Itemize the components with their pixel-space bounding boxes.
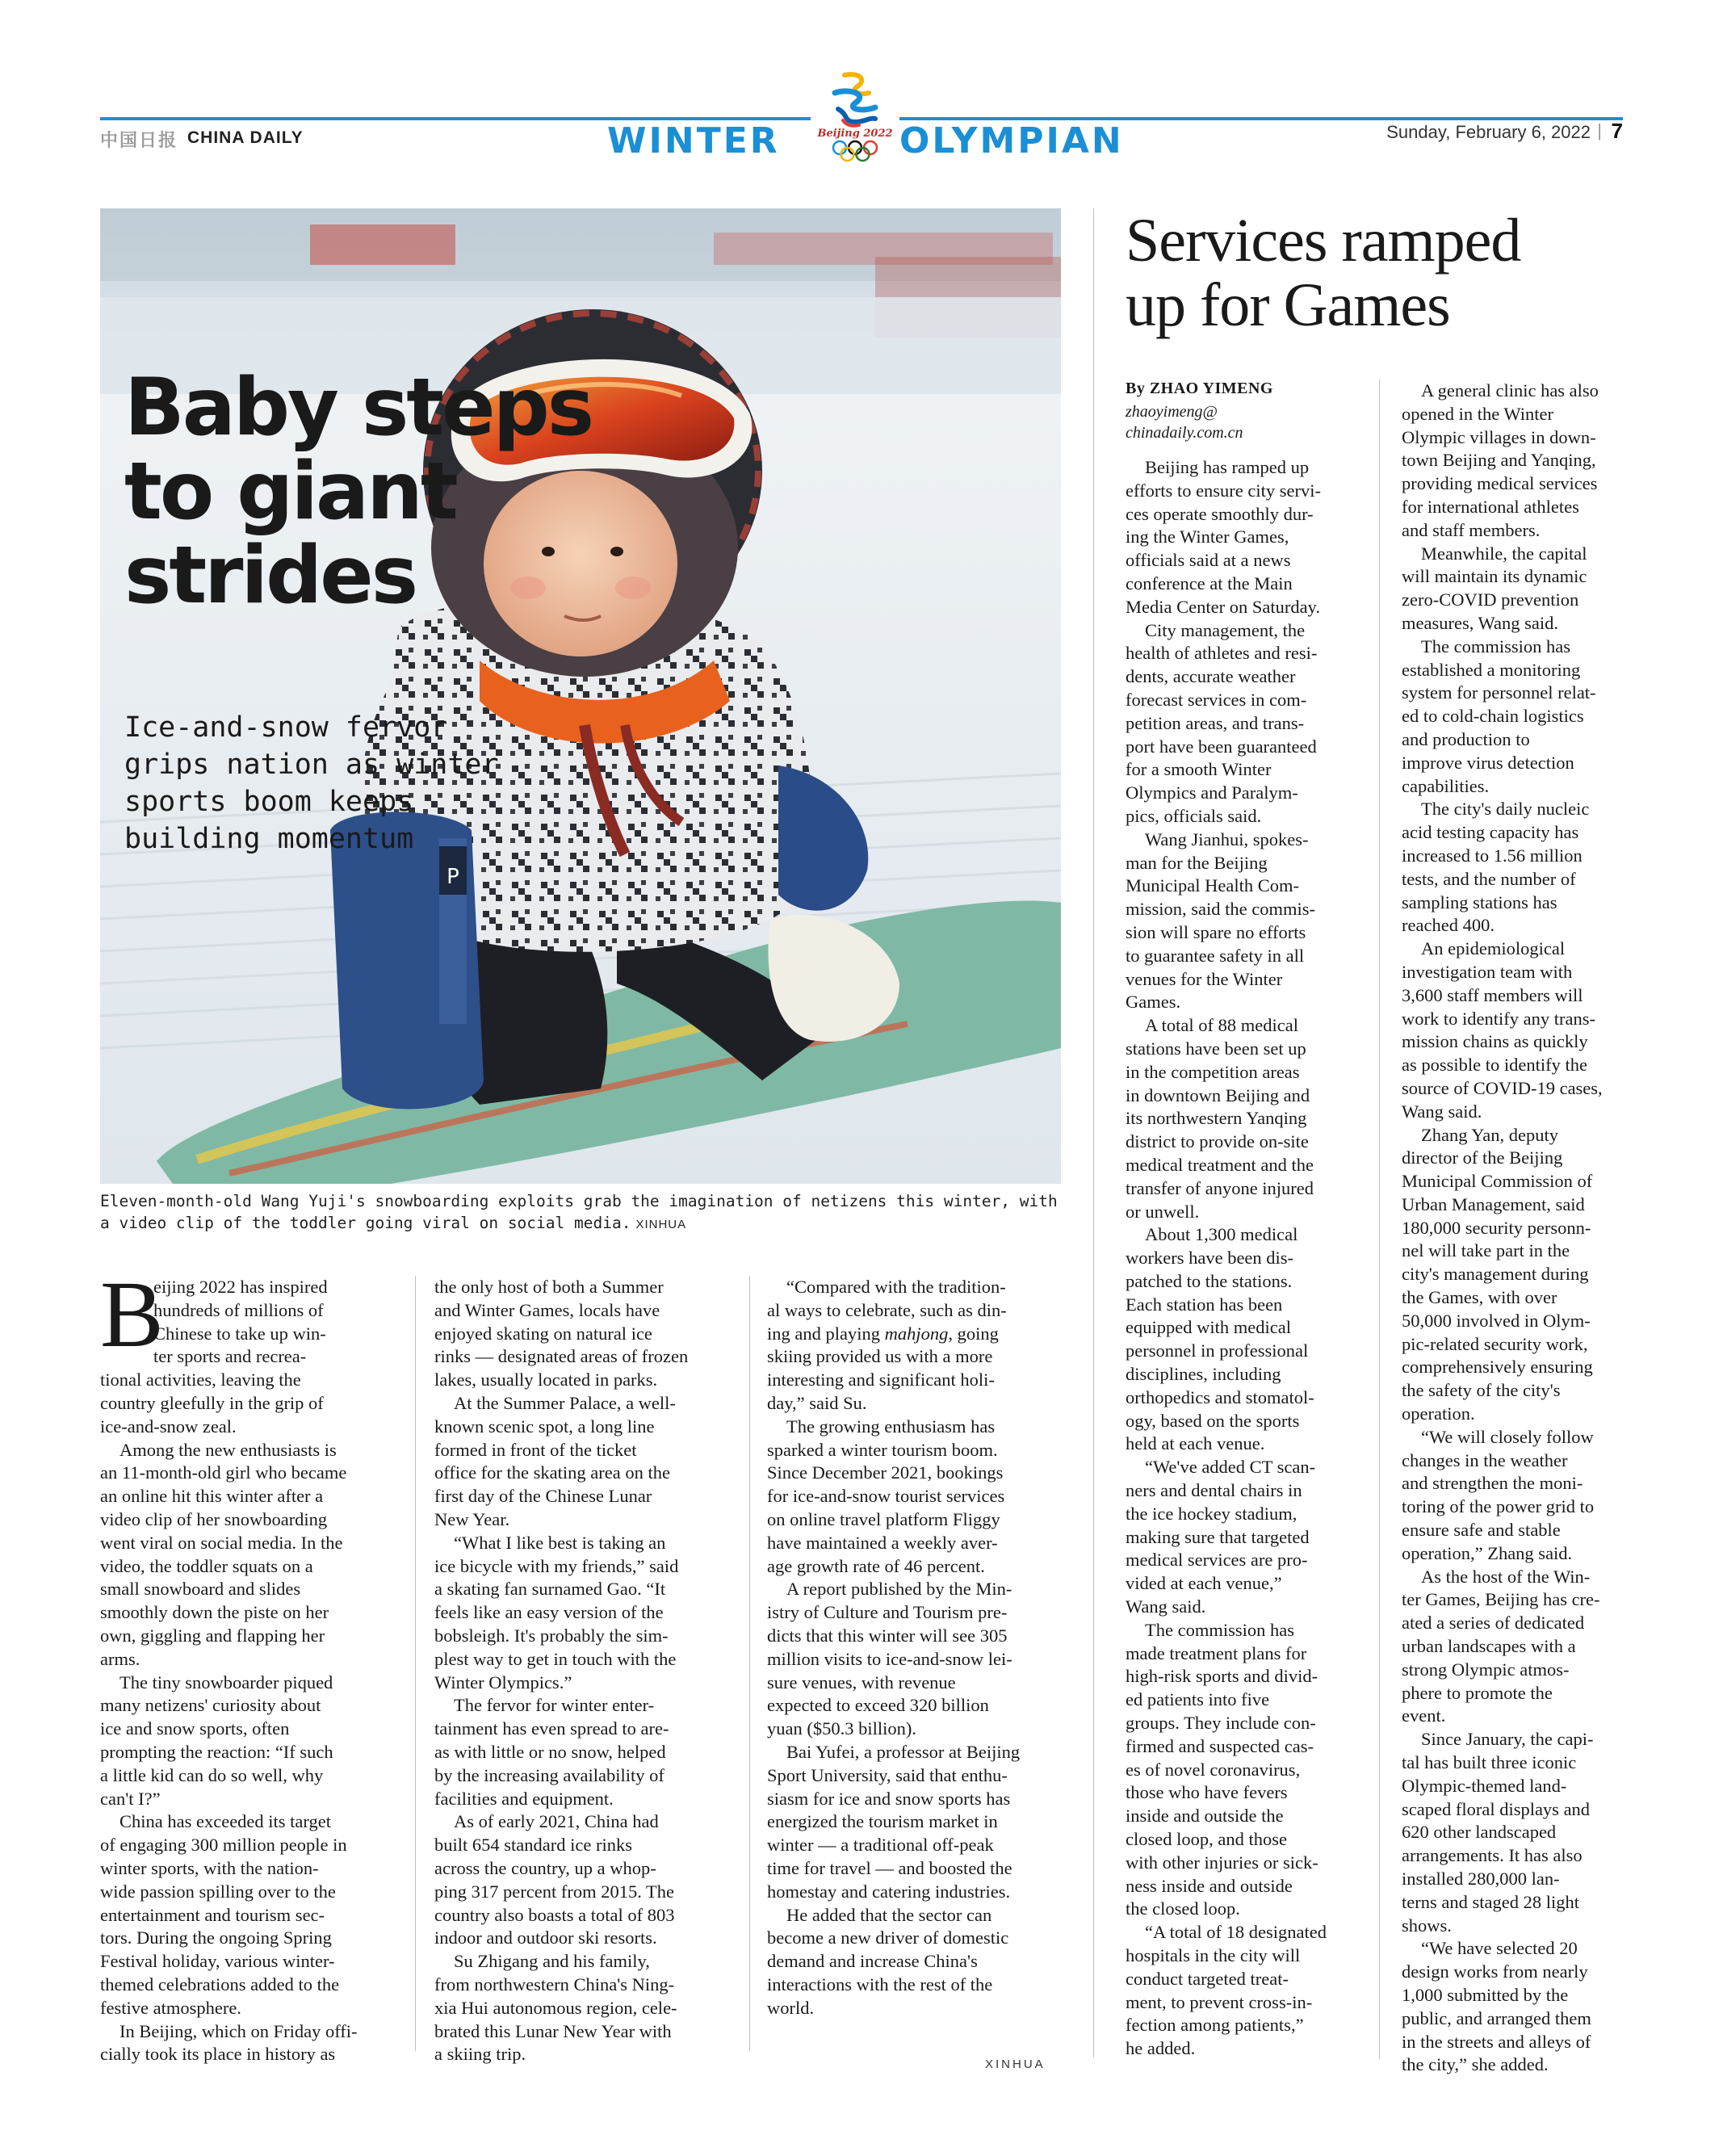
text-line: formed in front of the ticket bbox=[434, 1439, 637, 1460]
masthead bbox=[100, 109, 1623, 167]
toddler-snowboard-illustration bbox=[100, 208, 1061, 1184]
subhead-line: grips nation as winter bbox=[124, 749, 499, 781]
column-divider bbox=[415, 1276, 416, 2051]
text-line: es of novel coronavirus, bbox=[1126, 1759, 1301, 1780]
text-line: tainment has even spread to are- bbox=[434, 1718, 669, 1739]
text-line: transfer of anyone injured bbox=[1126, 1177, 1314, 1198]
text-line: Su Zhigang and his family, bbox=[454, 1951, 650, 1972]
text-line: Since January, the capi- bbox=[1421, 1729, 1594, 1750]
text-line: of engaging 300 million people in bbox=[100, 1835, 347, 1856]
text-line: system for personnel relat- bbox=[1402, 682, 1596, 703]
text-line: ed to cold-chain logistics bbox=[1402, 706, 1584, 727]
column-body bbox=[100, 1369, 396, 2066]
text-line: An epidemiological bbox=[1421, 938, 1566, 959]
text-line: Olympics and Paralym- bbox=[1126, 782, 1298, 803]
caption-text: Eleven-month-old Wang Yuji's snowboarding exploits grab the imagination of netizens this winter, with a video clip of the toddler going viral on social media. bbox=[100, 1192, 1058, 1232]
text-line: zero-COVID prevention bbox=[1402, 589, 1579, 610]
text-line: xia Hui autonomous region, cele- bbox=[434, 1997, 677, 2018]
text-line: in the streets and alleys of bbox=[1402, 2031, 1591, 2052]
text-line: sampling stations has bbox=[1402, 891, 1557, 912]
text-line: as possible to identify the bbox=[1402, 1055, 1587, 1076]
text-line: world. bbox=[767, 1997, 815, 2018]
text-line: a little kid can do so well, why bbox=[100, 1764, 324, 1785]
text-line: The fervor for winter enter- bbox=[454, 1695, 655, 1716]
text-line: the ice hockey stadium, bbox=[1126, 1503, 1297, 1524]
text-line: work to identify any trans- bbox=[1402, 1008, 1595, 1029]
text-line: public, and arranged them bbox=[1402, 2007, 1591, 2028]
column-divider bbox=[749, 1276, 750, 2051]
byline-email: chinadaily.com.cn bbox=[1126, 424, 1243, 442]
text-line: reached 400. bbox=[1402, 915, 1495, 936]
text-line: Wang Jianhui, spokes- bbox=[1145, 828, 1309, 849]
text-line: indoor and outdoor ski resorts. bbox=[434, 1927, 657, 1948]
text-line: themed celebrations added to the bbox=[100, 1974, 340, 1995]
text-line: tional activities, leaving the bbox=[100, 1370, 301, 1390]
text-line: Winter Olympics.” bbox=[434, 1672, 572, 1693]
text-line: rinks — designated areas of frozen bbox=[434, 1346, 689, 1367]
headline-line: to giant bbox=[124, 446, 456, 538]
text-line: Municipal Commission of bbox=[1402, 1171, 1593, 1192]
text-line: million visits to ice-and-snow lei- bbox=[767, 1648, 1012, 1669]
text-line: ment, to prevent cross-in- bbox=[1126, 1991, 1313, 2012]
text-line: bobsleigh. It's probably the sim- bbox=[434, 1625, 669, 1646]
text-line: ners and dental chairs in bbox=[1126, 1480, 1302, 1501]
subhead-line: Ice-and-snow fervor bbox=[124, 711, 448, 744]
text-line: and production to bbox=[1402, 728, 1530, 749]
text-line: “A total of 18 designated bbox=[1145, 1922, 1327, 1943]
lead-column-2 bbox=[434, 1276, 730, 2066]
text-line: tors. During the ongoing Spring bbox=[100, 1927, 332, 1948]
text-line: for ice-and-snow tourist services bbox=[767, 1486, 1005, 1507]
text-line: interactions with the rest of the bbox=[767, 1974, 993, 1995]
caption-credit: XINHUA bbox=[635, 1218, 687, 1231]
text-line: “We will closely follow bbox=[1421, 1426, 1594, 1447]
lead-column-3 bbox=[767, 1276, 1063, 2020]
text-line: China has exceeded its target bbox=[119, 1811, 331, 1832]
text-line: time for travel — and boosted the bbox=[767, 1857, 1012, 1878]
text-line: skiing provided us with a more bbox=[767, 1346, 993, 1367]
text-line: many netizens' curiosity about bbox=[100, 1695, 321, 1716]
text-line: sure venues, with revenue bbox=[767, 1672, 956, 1693]
text-line: making sure that targeted bbox=[1126, 1526, 1310, 1547]
text-line: held at each venue. bbox=[1126, 1433, 1265, 1454]
text-line: personnel in professional bbox=[1126, 1340, 1309, 1361]
text-line: can't I?” bbox=[100, 1788, 161, 1809]
text-line: Chinese to take up win- bbox=[153, 1323, 326, 1344]
text-line: design works from nearly bbox=[1402, 1961, 1588, 1982]
lead-headline bbox=[124, 362, 593, 622]
text-line: al ways to celebrate, such as din- bbox=[767, 1299, 1007, 1320]
text-line: medical services are pro- bbox=[1126, 1550, 1308, 1571]
text-line: expected to exceed 320 billion bbox=[767, 1695, 989, 1716]
text-line: mission chains as quickly bbox=[1402, 1031, 1588, 1052]
text-line: and Winter Games, locals have bbox=[434, 1299, 660, 1320]
text-line: Since December 2021, bookings bbox=[767, 1462, 1004, 1483]
text-line: and staff members. bbox=[1402, 519, 1541, 540]
text-line: town Beijing and Yanqing, bbox=[1402, 450, 1596, 471]
text-line: A total of 88 medical bbox=[1145, 1015, 1298, 1036]
text-line: will maintain its dynamic bbox=[1402, 566, 1587, 587]
text-line: made treatment plans for bbox=[1126, 1642, 1307, 1663]
lead-photo bbox=[100, 208, 1061, 1184]
text-line: In Beijing, which on Friday offi- bbox=[119, 2020, 358, 2041]
text-line: small snowboard and slides bbox=[100, 1579, 301, 1600]
text-line: operation. bbox=[1402, 1403, 1475, 1424]
text-line: efforts to ensure city servi- bbox=[1126, 480, 1322, 501]
text-line: Olympic villages in down- bbox=[1402, 426, 1596, 447]
text-line: The commission has bbox=[1421, 635, 1570, 656]
text-line: terns and staged 28 light bbox=[1402, 1891, 1579, 1912]
text-line: The growing enthusiasm has bbox=[786, 1416, 996, 1437]
beijing-2022-emblem-icon bbox=[811, 69, 899, 166]
text-line: dents, accurate weather bbox=[1126, 666, 1296, 687]
text-line: energized the tourism market in bbox=[767, 1811, 998, 1832]
text-line: At the Summer Palace, a well- bbox=[454, 1392, 676, 1413]
text-line: own, giggling and flapping her bbox=[100, 1625, 325, 1646]
text-line: become a new driver of domestic bbox=[767, 1927, 1009, 1948]
text-line: festive atmosphere. bbox=[100, 1997, 241, 2018]
text-line: winter sports, with the nation- bbox=[100, 1857, 319, 1878]
text-line: firmed and suspected cas- bbox=[1126, 1735, 1314, 1756]
text-line: brated this Lunar New Year with bbox=[434, 2020, 672, 2041]
text-line: Sport University, said that enthu- bbox=[767, 1764, 1008, 1785]
text-line: operation,” Zhang said. bbox=[1402, 1542, 1573, 1563]
text-line: source of COVID-19 cases, bbox=[1402, 1077, 1603, 1098]
text-line: officials said at a news bbox=[1126, 550, 1291, 571]
text-line: director of the Beijing bbox=[1402, 1147, 1563, 1168]
text-line: petition areas, and trans- bbox=[1126, 712, 1305, 733]
text-line: capabilities. bbox=[1402, 775, 1490, 796]
text-line: Games. bbox=[1126, 992, 1181, 1013]
text-line: stations have been set up bbox=[1126, 1038, 1306, 1059]
section-title-right: OLYMPIAN bbox=[899, 120, 1124, 161]
text-line: with other injuries or sick- bbox=[1126, 1852, 1318, 1873]
text-line: measures, Wang said. bbox=[1402, 612, 1558, 633]
dropcap-lines bbox=[100, 1261, 396, 1369]
text-line: plest way to get in touch with the bbox=[434, 1648, 677, 1669]
text-line: went viral on social media. In the bbox=[100, 1532, 343, 1553]
text-line: ping 317 percent from 2015. The bbox=[434, 1881, 675, 1902]
text-line: Bai Yufei, a professor at Beijing bbox=[786, 1741, 1021, 1762]
text-line: by the increasing availability of bbox=[434, 1764, 664, 1785]
text-line: winter — a traditional off-peak bbox=[767, 1835, 994, 1856]
text-line: changes in the weather bbox=[1402, 1449, 1568, 1470]
text-line: have maintained a weekly aver- bbox=[767, 1532, 998, 1553]
text-line: ice and snow sports, often bbox=[100, 1718, 290, 1739]
text-line: forecast services in com- bbox=[1126, 689, 1307, 710]
text-line: day,” said Su. bbox=[767, 1392, 867, 1413]
text-line: he added. bbox=[1126, 2038, 1196, 2059]
text-line: ter Games, Beijing has cre- bbox=[1402, 1589, 1600, 1610]
text-line: first day of the Chinese Lunar bbox=[434, 1486, 652, 1507]
date-separator: | bbox=[1597, 120, 1602, 141]
text-line: facilities and equipment. bbox=[434, 1788, 614, 1809]
text-line: installed 280,000 lan- bbox=[1402, 1869, 1560, 1889]
text-line: from northwestern China's Ning- bbox=[434, 1974, 675, 1995]
text-line: siasm for ice and snow sports has bbox=[767, 1788, 1011, 1809]
text-line: video, the toddler squats on a bbox=[100, 1555, 313, 1576]
text-line: in the competition areas bbox=[1126, 1061, 1300, 1082]
text-line: vided at each venue,” bbox=[1126, 1573, 1282, 1594]
text-line: disciplines, including bbox=[1126, 1364, 1281, 1385]
text-line: Among the new enthusiasts is bbox=[119, 1439, 337, 1460]
text-line: video clip of her snowboarding bbox=[100, 1508, 328, 1529]
text-line: a skating fan surnamed Gao. “It bbox=[434, 1579, 666, 1600]
text-line: mission, said the commis- bbox=[1126, 899, 1315, 920]
text-line: Beijing has ramped up bbox=[1145, 457, 1310, 477]
text-line: “What I like best is taking an bbox=[454, 1532, 666, 1553]
text-line: demand and increase China's bbox=[767, 1951, 978, 1972]
text-line: opened in the Winter bbox=[1402, 403, 1553, 424]
text-line: or unwell. bbox=[1126, 1201, 1200, 1222]
photo-caption bbox=[100, 1190, 1061, 1235]
section-title-left: WINTER bbox=[607, 120, 780, 161]
text-line: to guarantee safety in all bbox=[1126, 945, 1305, 966]
text-line: Wang said. bbox=[1126, 1596, 1206, 1617]
text-line: equipped with medical bbox=[1126, 1317, 1291, 1338]
text-line: interesting and significant holi- bbox=[767, 1370, 995, 1390]
text-line: wide passion spilling over to the bbox=[100, 1881, 336, 1902]
issue-date: Sunday, February 6, 2022 bbox=[1386, 122, 1591, 142]
text-line: fection among patients,” bbox=[1126, 2015, 1304, 2036]
subhead-line: building momentum bbox=[124, 823, 414, 855]
text-line: high-risk sports and divid- bbox=[1126, 1666, 1318, 1687]
text-line: venues for the Winter bbox=[1126, 968, 1283, 989]
text-line: About 1,300 medical bbox=[1145, 1224, 1298, 1245]
text-line: feels like an easy version of the bbox=[434, 1602, 664, 1623]
text-line: its northwestern Yanqing bbox=[1126, 1108, 1307, 1129]
text-line: City management, the bbox=[1145, 619, 1306, 640]
side-column-2 bbox=[1402, 380, 1636, 2077]
text-line: those who have fevers bbox=[1126, 1782, 1288, 1803]
text-line: ces operate smoothly dur- bbox=[1126, 503, 1314, 524]
text-line: A general clinic has also bbox=[1421, 380, 1599, 401]
text-line: tests, and the number of bbox=[1402, 868, 1576, 889]
column-divider bbox=[1379, 380, 1380, 2059]
text-line: the only host of both a Summer bbox=[434, 1277, 664, 1297]
text-line: improve virus detection bbox=[1402, 752, 1574, 773]
story-divider bbox=[1093, 208, 1094, 2057]
text-line: Municipal Health Com- bbox=[1126, 875, 1299, 896]
text-line: increased to 1.56 million bbox=[1402, 845, 1583, 866]
text-line: ing and playing mahjong, going bbox=[767, 1323, 999, 1344]
text-line: acid testing capacity has bbox=[1402, 822, 1579, 843]
byline-name: By ZHAO YIMENG bbox=[1126, 380, 1273, 397]
text-line: country also boasts a total of 803 bbox=[434, 1904, 675, 1925]
text-line: ated a series of dedicated bbox=[1402, 1613, 1585, 1634]
text-line: sion will spare no efforts bbox=[1126, 921, 1306, 942]
text-line: pic-related security work, bbox=[1402, 1333, 1588, 1354]
text-line: The tiny snowboarder piqued bbox=[119, 1672, 333, 1693]
text-line: ensure safe and stable bbox=[1402, 1520, 1561, 1541]
text-line: 50,000 involved in Olym- bbox=[1402, 1310, 1591, 1331]
text-line: ice-and-snow zeal. bbox=[100, 1416, 237, 1437]
text-line: nel will take part in the bbox=[1402, 1240, 1570, 1261]
text-line: He added that the sector can bbox=[786, 1904, 992, 1925]
text-line: office for the skating area on the bbox=[434, 1462, 670, 1483]
text-line: an online hit this winter after a bbox=[100, 1486, 324, 1507]
text-line: strong Olympic atmos- bbox=[1402, 1659, 1570, 1680]
text-line: in downtown Beijing and bbox=[1126, 1084, 1310, 1105]
byline-email: zhaoyimeng@ bbox=[1126, 403, 1218, 421]
text-line: homestay and catering industries. bbox=[767, 1881, 1011, 1902]
text-line: orthopedics and stomatol- bbox=[1126, 1386, 1314, 1407]
text-line: ter sports and recrea- bbox=[153, 1346, 307, 1367]
text-line: a skiing trip. bbox=[434, 2044, 526, 2065]
text-line: ness inside and outside bbox=[1126, 1875, 1293, 1896]
text-line: 1,000 submitted by the bbox=[1402, 1984, 1569, 2005]
text-line: 620 other landscaped bbox=[1402, 1822, 1557, 1843]
text-line: istry of Culture and Tourism pre- bbox=[767, 1602, 1008, 1623]
text-line: hospitals in the city will bbox=[1126, 1945, 1301, 1965]
text-line: “We've added CT scan- bbox=[1145, 1457, 1316, 1478]
side-story-title bbox=[1126, 208, 1520, 338]
text-line: scaped floral displays and bbox=[1402, 1798, 1591, 1819]
text-line: workers have been dis- bbox=[1126, 1248, 1294, 1269]
text-line: 3,600 staff members will bbox=[1402, 984, 1583, 1005]
text-line: eijing 2022 has inspired bbox=[153, 1277, 328, 1297]
text-line: hundreds of millions of bbox=[153, 1299, 324, 1320]
text-line: “Compared with the tradition- bbox=[786, 1277, 1006, 1297]
text-line: established a monitoring bbox=[1402, 659, 1581, 680]
text-line: toring of the power grid to bbox=[1402, 1496, 1595, 1517]
text-line: New Year. bbox=[434, 1508, 510, 1529]
text-line: comprehensively ensuring bbox=[1402, 1357, 1593, 1378]
text-line: sparked a winter tourism boom. bbox=[767, 1439, 998, 1460]
text-line: man for the Beijing bbox=[1126, 852, 1268, 873]
text-line: patched to the stations. bbox=[1126, 1270, 1293, 1291]
lead-column-1 bbox=[100, 1261, 396, 2066]
text-line: country gleefully in the grip of bbox=[100, 1392, 324, 1413]
text-line: Wang said. bbox=[1402, 1101, 1482, 1122]
text-line: groups. They include con- bbox=[1126, 1713, 1316, 1734]
text-line: phere to promote the bbox=[1402, 1682, 1553, 1703]
text-line: and strengthen the moni- bbox=[1402, 1473, 1583, 1494]
text-line: As of early 2021, China had bbox=[454, 1811, 659, 1832]
text-line: on online travel platform Fliggy bbox=[767, 1508, 1000, 1529]
text-line: enjoyed skating on natural ice bbox=[434, 1323, 652, 1344]
text-line: an 11-month-old girl who became bbox=[100, 1462, 347, 1483]
photo-sign: P bbox=[446, 865, 459, 889]
text-line: Each station has been bbox=[1126, 1294, 1283, 1315]
text-line: The commission has bbox=[1145, 1619, 1294, 1640]
text-line: investigation team with bbox=[1402, 961, 1573, 982]
headline-line: strides bbox=[124, 530, 417, 622]
text-line: across the country, up a whop- bbox=[434, 1857, 656, 1878]
text-line: ing the Winter Games, bbox=[1126, 526, 1289, 547]
headline-line: Baby steps bbox=[124, 362, 593, 454]
text-line: lakes, usually located in parks. bbox=[434, 1370, 658, 1390]
text-line: event. bbox=[1402, 1705, 1446, 1726]
side-column-1 bbox=[1126, 456, 1360, 2061]
text-line: Urban Management, said bbox=[1402, 1193, 1585, 1214]
bottom-credit: XINHUA bbox=[985, 2057, 1046, 2071]
text-line: yuan ($50.3 billion). bbox=[767, 1718, 916, 1739]
text-line: for a smooth Winter bbox=[1126, 759, 1272, 780]
title-line: Services ramped bbox=[1126, 207, 1521, 275]
text-line: 180,000 security personn- bbox=[1402, 1217, 1591, 1238]
text-line: smoothly down the piste on her bbox=[100, 1602, 329, 1623]
text-line: for international athletes bbox=[1402, 496, 1579, 517]
title-line: up for Games bbox=[1126, 271, 1450, 339]
text-line: ogy, based on the sports bbox=[1126, 1410, 1300, 1431]
text-line: age growth rate of 46 percent. bbox=[767, 1555, 985, 1576]
text-line: as with little or no snow, helped bbox=[434, 1741, 666, 1762]
text-line: the city,” she added. bbox=[1402, 2054, 1549, 2075]
lead-subhead bbox=[124, 709, 504, 858]
text-line: pics, officials said. bbox=[1126, 805, 1262, 826]
text-line: ice bicycle with my friends,” said bbox=[434, 1555, 679, 1576]
text-line: the Games, with over bbox=[1402, 1287, 1557, 1308]
paper-name: CHINA DAILY bbox=[187, 128, 304, 147]
text-line: conduct targeted treat- bbox=[1126, 1968, 1289, 1989]
text-line: Olympic-themed land- bbox=[1402, 1775, 1567, 1796]
text-line: medical treatment and the bbox=[1126, 1154, 1314, 1175]
text-line: arrangements. It has also bbox=[1402, 1845, 1583, 1866]
text-line: entertainment and tourism sec- bbox=[100, 1904, 325, 1925]
subhead-line: sports boom keeps bbox=[124, 786, 414, 818]
text-line: cially took its place in history as bbox=[100, 2044, 336, 2065]
text-line: shows. bbox=[1402, 1915, 1452, 1936]
text-line: tal has built three iconic bbox=[1402, 1752, 1577, 1773]
text-line: A report published by the Min- bbox=[786, 1579, 1012, 1600]
text-line: port have been guaranteed bbox=[1126, 736, 1317, 757]
text-line: providing medical services bbox=[1402, 473, 1598, 494]
chinese-logo: 中国日报 bbox=[100, 131, 178, 151]
text-line: city's management during bbox=[1402, 1264, 1589, 1285]
text-line: the closed loop. bbox=[1126, 1898, 1240, 1919]
text-line: conference at the Main bbox=[1126, 573, 1293, 594]
text-line: “We have selected 20 bbox=[1421, 1938, 1578, 1959]
text-line: known scenic spot, a long line bbox=[434, 1416, 655, 1437]
text-line: urban landscapes with a bbox=[1402, 1636, 1576, 1657]
text-line: Meanwhile, the capital bbox=[1421, 543, 1587, 564]
text-line: inside and outside the bbox=[1126, 1806, 1284, 1827]
dropcap: B bbox=[100, 1261, 164, 1367]
text-line: Zhang Yan, deputy bbox=[1421, 1124, 1558, 1145]
text-line: ed patients into five bbox=[1126, 1689, 1270, 1710]
text-line: dicts that this winter will see 305 bbox=[767, 1625, 1008, 1646]
text-line: Media Center on Saturday. bbox=[1126, 596, 1320, 617]
text-line: arms. bbox=[100, 1648, 140, 1669]
text-line: health of athletes and resi- bbox=[1126, 643, 1318, 664]
byline bbox=[1126, 380, 1273, 443]
text-line: the safety of the city's bbox=[1402, 1380, 1561, 1401]
text-line: closed loop, and those bbox=[1126, 1829, 1287, 1850]
page-number: 7 bbox=[1611, 119, 1623, 143]
text-line: As the host of the Win- bbox=[1421, 1566, 1591, 1587]
emblem-text: Beijing 2022 bbox=[817, 128, 893, 140]
text-line: prompting the reaction: “If such bbox=[100, 1741, 333, 1762]
text-line: built 654 standard ice rinks bbox=[434, 1835, 632, 1856]
text-line: district to provide on-site bbox=[1126, 1131, 1309, 1152]
text-line: Festival holiday, various winter- bbox=[100, 1951, 335, 1972]
text-line: The city's daily nucleic bbox=[1421, 799, 1590, 820]
